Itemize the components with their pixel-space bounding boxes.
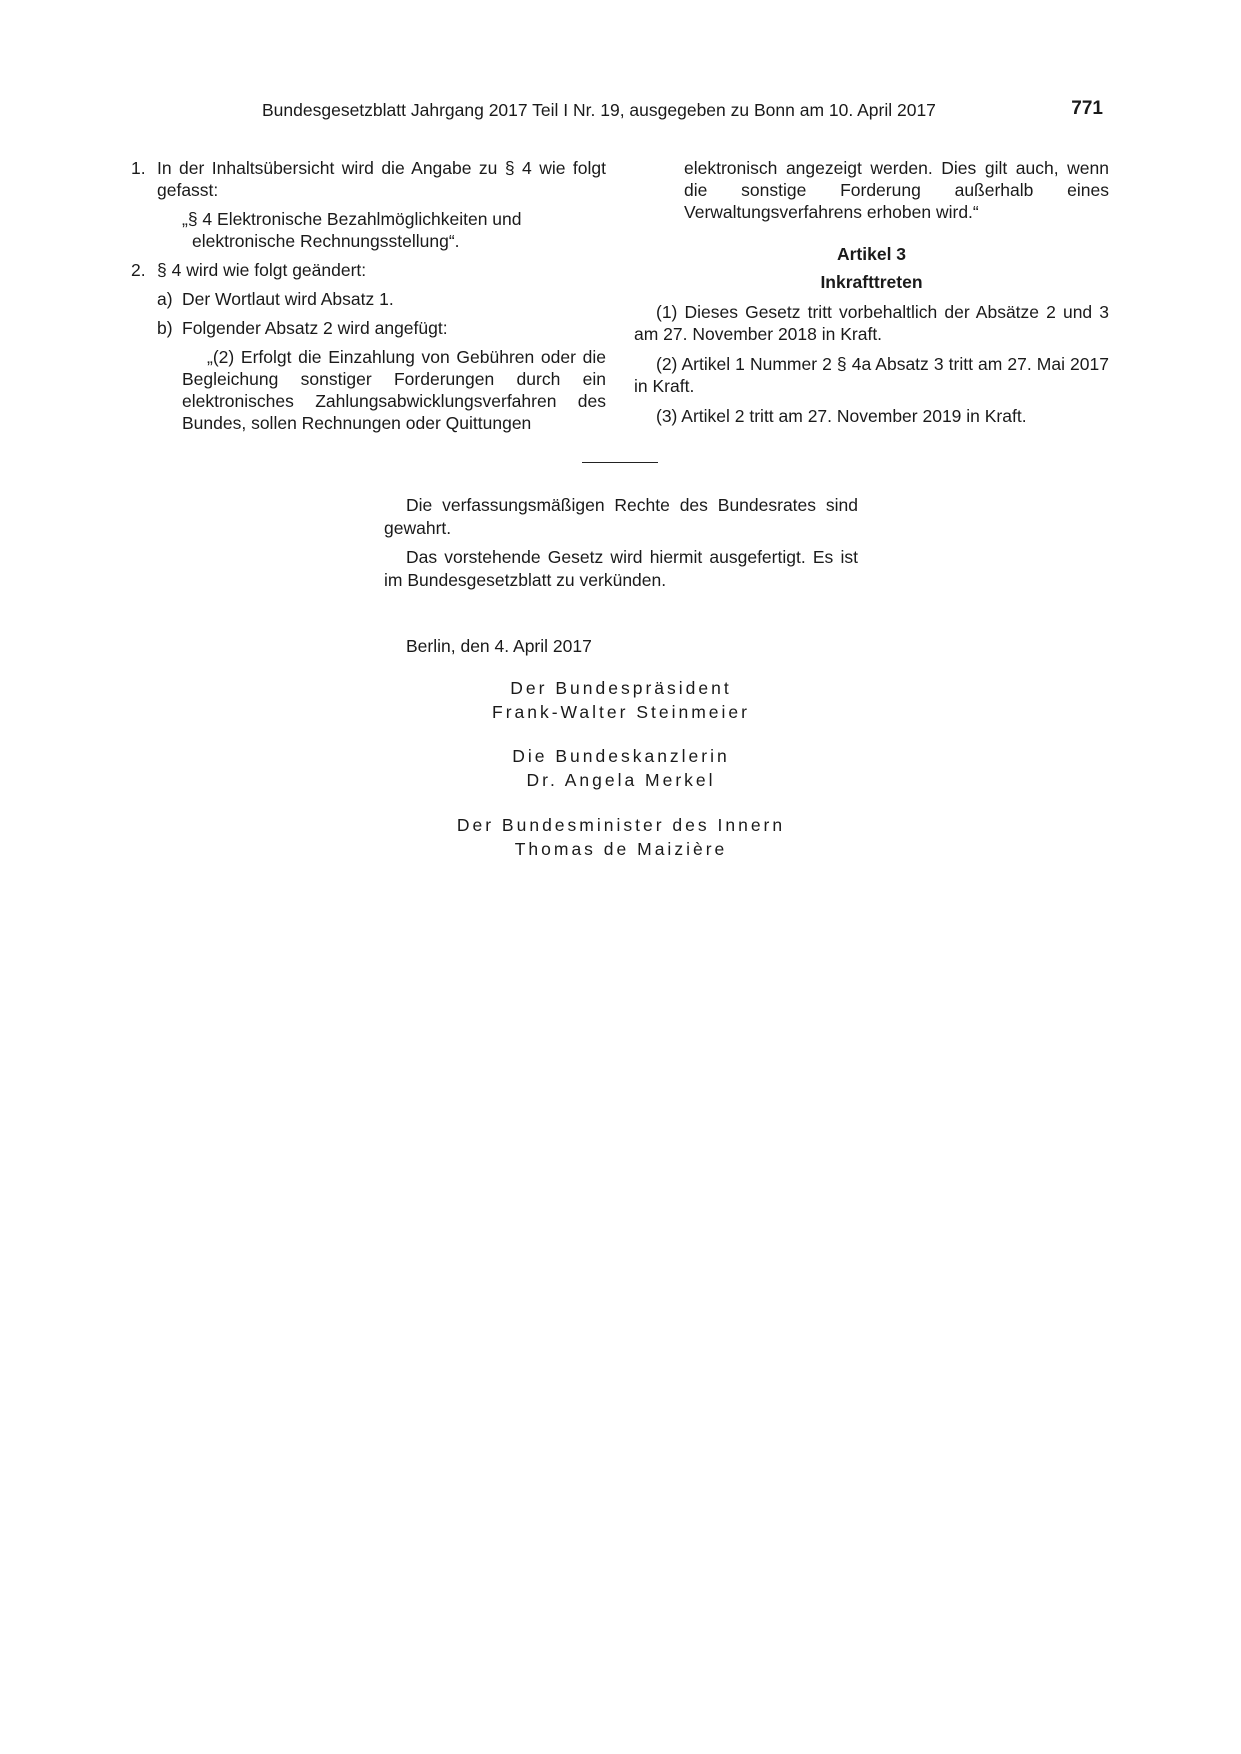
paragraph-2: (2) Artikel 1 Nummer 2 § 4a Absatz 3 tritt am 27. Mai 2017 in Kraft. (634, 354, 1109, 396)
item-text: Folgender Absatz 2 wird angefügt: (182, 318, 448, 338)
paragraph-3: (3) Artikel 2 tritt am 27. November 2019 in Kraft. (656, 406, 1027, 426)
left-column (131, 157, 606, 441)
signature-name: Thomas de Maizière (514, 839, 728, 859)
signature-role: Der Bundesminister des Innern (456, 815, 786, 835)
list-item-1 (131, 157, 606, 201)
closing-formula (384, 494, 858, 598)
quoted-heading: „§ 4 Elektronische Bezahlmöglichkeiten und elektronische Rechnungsstellung“. (182, 209, 522, 251)
quoted-paragraph: „(2) Erfolgt die Einzahlung von Gebühren oder die Begleichung sonstiger Forderungen durch ein elektronisches Zahlungsabwicklungsverfahren des Bundes, sollen Rechnungen oder Quittungen (182, 347, 606, 433)
signature-block-chancellor (384, 744, 858, 792)
item-letter: b) (157, 318, 173, 338)
right-column (634, 157, 1109, 435)
list-item-2 (131, 259, 606, 281)
page-number: 771 (1071, 98, 1103, 119)
signature-name: Frank-Walter Steinmeier (492, 702, 750, 722)
closing-line-1: Die verfassungsmäßigen Rechte des Bundesrates sind gewahrt. (384, 495, 858, 538)
page-header (0, 100, 1241, 126)
header-title: Bundesgesetzblatt Jahrgang 2017 Teil I Nr. 19, ausgegeben zu Bonn am 10. April 2017 (262, 100, 936, 120)
signature-role: Der Bundespräsident (510, 678, 732, 698)
item-letter: a) (157, 289, 173, 309)
paragraph-1: (1) Dieses Gesetz tritt vorbehaltlich der Absätze 2 und 3 am 27. November 2018 in Kraft. (634, 302, 1109, 344)
section-divider (582, 462, 658, 463)
place-date: Berlin, den 4. April 2017 (406, 636, 592, 656)
signature-block-minister (384, 813, 858, 861)
article-subtitle: Inkrafttreten (820, 272, 923, 292)
item-number: 2. (131, 260, 146, 280)
signature-name: Dr. Angela Merkel (526, 770, 716, 790)
list-item-2b (131, 317, 606, 339)
article-title: Artikel 3 (836, 244, 907, 264)
item-text: Der Wortlaut wird Absatz 1. (182, 289, 394, 309)
item-number: 1. (131, 158, 146, 178)
item-text: In der Inhaltsübersicht wird die Angabe zu § 4 wie folgt gefasst: (157, 158, 606, 200)
quoted-paragraph-continuation: elektronisch angezeigt werden. Dies gilt auch, wenn die sonstige Forderung außerhalb eines Verwaltungsverfahrens erhoben wird.“ (684, 158, 1109, 222)
item-text: § 4 wird wie folgt geändert: (157, 260, 367, 280)
closing-line-2: Das vorstehende Gesetz wird hiermit ausgefertigt. Es ist im Bundesgesetzblatt zu verkünden. (384, 547, 858, 590)
signature-block-president (384, 676, 858, 724)
signature-role: Die Bundeskanzlerin (512, 746, 730, 766)
list-item-2a (131, 288, 606, 310)
